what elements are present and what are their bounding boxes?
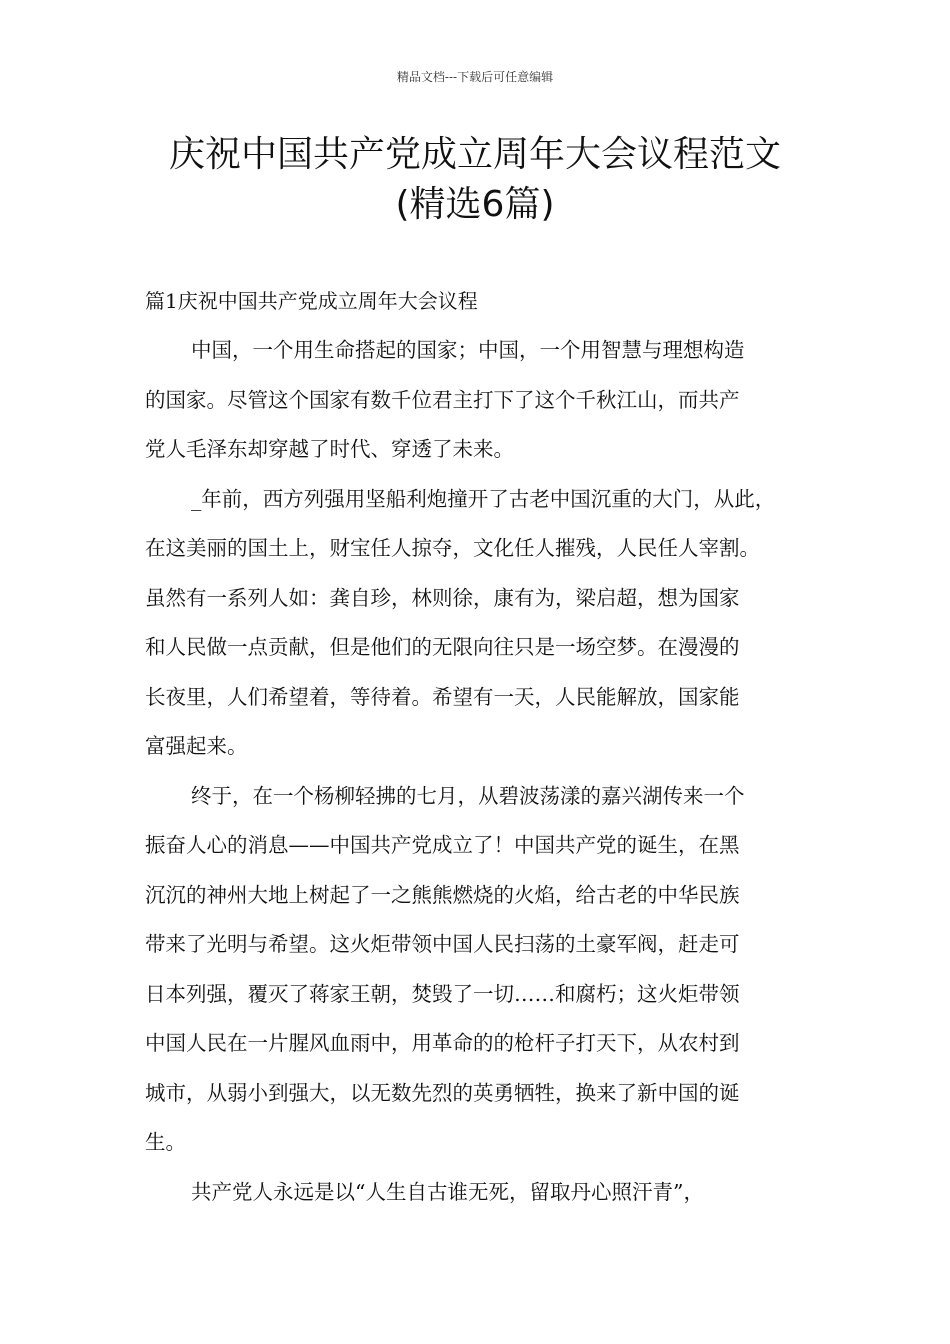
paragraph-line: 中国，一个用生命搭起的国家；中国，一个用智慧与理想构造 [191, 338, 745, 362]
paragraph-line: 共产党人永远是以“人生自古谁无死，留取丹心照汗青”， [191, 1179, 704, 1204]
paragraph-line: 和人民做一点贡献，但是他们的无限向往只是一场空梦。在漫漫的 [145, 635, 740, 659]
paragraph-line: 长夜里，人们希望着，等待着。希望有一天，人民能解放，国家能 [145, 684, 740, 709]
paragraph-line: 在这美丽的国土上，财宝任人掠夺，文化任人摧残，人民任人宰割。 [145, 536, 760, 560]
header-note: 精品文档---下载后可任意编辑 [396, 70, 554, 84]
title-line-2: (精选6篇) [395, 184, 555, 225]
paragraph-line: 日本列强，覆灭了蒋家王朝，焚毁了一切……和腐朽；这火炬带领 [145, 981, 740, 1006]
paragraph-line: 沉沉的神州大地上树起了一之熊熊燃烧的火焰，给古老的中华民族 [145, 882, 740, 907]
paragraph-line: 党人毛泽东却穿越了时代、穿透了未来。 [145, 437, 514, 461]
paragraph-line: 生。 [145, 1130, 186, 1154]
paragraph-line: 带来了光明与希望。这火炬带领中国人民扫荡的土豪军阀，赶走可 [145, 932, 740, 956]
body-text [145, 332, 825, 1223]
paragraph-line: 富强起来。 [145, 734, 248, 758]
paragraph-line: 的国家。尽管这个国家有数千位君主打下了这个千秋江山，而共产 [145, 387, 740, 412]
section-heading: 篇1庆祝中国共产党成立周年大会议程 [145, 289, 478, 313]
paragraph-line: 中国人民在一片腥风血雨中，用革命的的枪杆子打天下，从农村到 [145, 1031, 740, 1055]
paragraph-line: 虽然有一系列人如：龚自珍，林则徐，康有为，梁启超，想为国家 [145, 585, 740, 610]
paragraph-line: _年前，西方列强用坚船利炮撞开了古老中国沉重的大门，从此， [191, 486, 776, 511]
paragraph-line: 终于，在一个杨柳轻拂的七月，从碧波荡漾的嘉兴湖传来一个 [191, 783, 745, 808]
document-title [0, 130, 950, 230]
paragraph-line: 振奋人心的消息——中国共产党成立了！中国共产党的诞生，在黑 [145, 833, 740, 857]
paragraph-line: 城市，从弱小到强大，以无数先烈的英勇牺牲，换来了新中国的诞 [145, 1080, 740, 1105]
title-line-1: 庆祝中国共产党成立周年大会议程范文 [168, 134, 781, 175]
